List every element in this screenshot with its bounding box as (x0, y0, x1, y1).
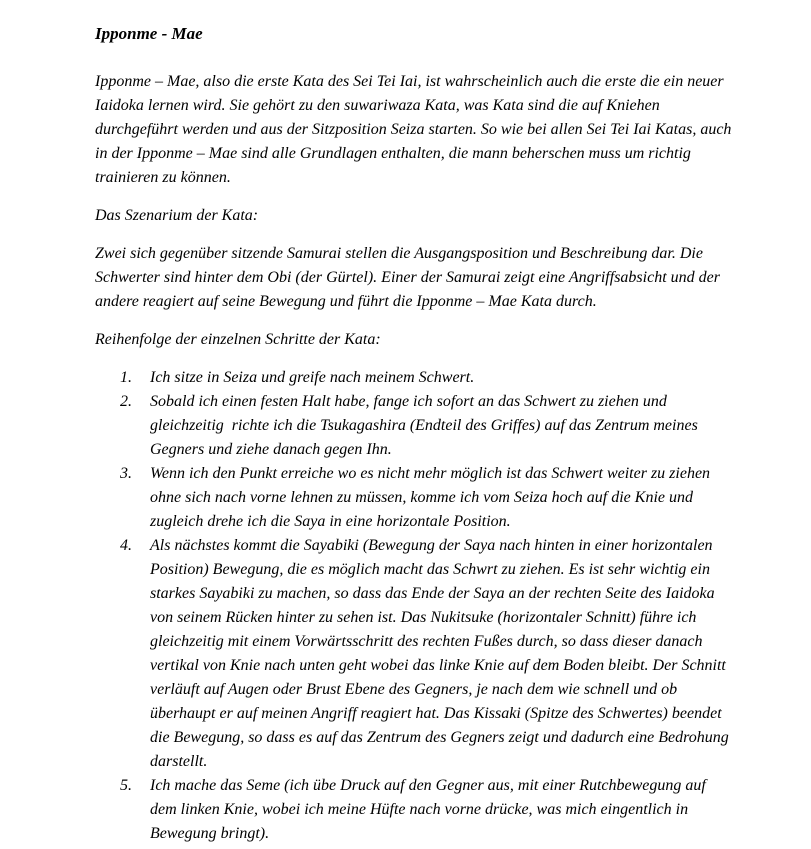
step-number: 3. (120, 465, 132, 482)
scenario-heading: Das Szenarium der Kata: (95, 207, 259, 224)
steps-list (95, 366, 733, 846)
document-title: Ipponme - Mae (95, 24, 203, 43)
steps-heading: Reihenfolge der einzelnen Schritte der Kata: (95, 331, 381, 348)
list-item (95, 462, 733, 534)
scenario-paragraph: Zwei sich gegenüber sitzende Samurai stellen die Ausgangsposition und Beschreibung dar. Die Schwerter sind hinter dem Obi (der Gürtel). Einer der Samurai zeigt eine Angriffsabsicht und der andere reagiert auf seine Bewegung und führt die Ipponme – Mae Kata durch. (95, 245, 724, 310)
step-text: Sobald ich einen festen Halt habe, fange ich sofort an das Schwert zu ziehen und gleichzeitig richte ich die Tsukagashira (Endteil des Griffes) auf das Zentrum meines Gegners und ziehe danach gegen Ihn. (150, 393, 702, 458)
list-item (95, 774, 733, 846)
list-item (95, 366, 733, 390)
list-item (95, 534, 733, 774)
list-item (95, 390, 733, 462)
step-number: 2. (120, 393, 132, 410)
step-text: Als nächstes kommt die Sayabiki (Bewegung der Saya nach hinten in einer horizontalen Position) Bewegung, die es möglich macht das Schwrt zu ziehen. Es ist sehr wichtig ein starkes Sayabiki zu machen, so dass das Ende der Saya an der rechten Seite des Iaidoka von seinem Rücken hinter zu sehen ist. Das Nukitsuke (horizontaler Schnitt) führe ich gleichzeitig mit einem Vorwärtsschritt des rechten Fußes durch, so dass dieser danach vertikal von Knie nach unten geht wobei das linke Knie auf dem Boden bleibt. Der Schnitt verläuft auf Augen oder Brust Ebene des Gegners, je nach dem wie schnell und ob überhaupt er auf meinen Angriff reagiert hat. Das Kissaki (Spitze des Schwertes) beendet die Bewegung, so dass es auf das Zentrum des Gegners zeigt und dadurch eine Bedrohung darstellt. (150, 537, 733, 770)
step-text: Wenn ich den Punkt erreiche wo es nicht mehr möglich ist das Schwert weiter zu ziehen ohne sich nach vorne lehnen zu müssen, komme ich vom Seiza hoch auf die Knie und zugleich drehe ich die Saya in eine horizontale Position. (150, 465, 715, 530)
intro-paragraph: Ipponme – Mae, also die erste Kata des Sei Tei Iai, ist wahrscheinlich auch die erste die ein neuer Iaidoka lernen wird. Sie gehört zu den suwariwaza Kata, was Kata sind die auf Kniehen durchgeführt werden und aus der Sitzposition Seiza starten. So wie bei allen Sei Tei Iai Katas, auch in der Ipponme – Mae sind alle Grundlagen enthalten, die mann beherschen muss um richtig trainieren zu können. (95, 73, 736, 186)
step-text: Ich mache das Seme (ich übe Druck auf den Gegner aus, mit einer Rutchbewegung auf dem linken Knie, wobei ich meine Hüfte nach vorne drücke, was mich eingentlich in Bewegung bringt). (150, 777, 710, 842)
step-number: 4. (120, 537, 132, 554)
step-text: Ich sitze in Seiza und greife nach meinem Schwert. (150, 369, 475, 386)
step-number: 5. (120, 777, 132, 794)
step-number: 1. (120, 369, 132, 386)
